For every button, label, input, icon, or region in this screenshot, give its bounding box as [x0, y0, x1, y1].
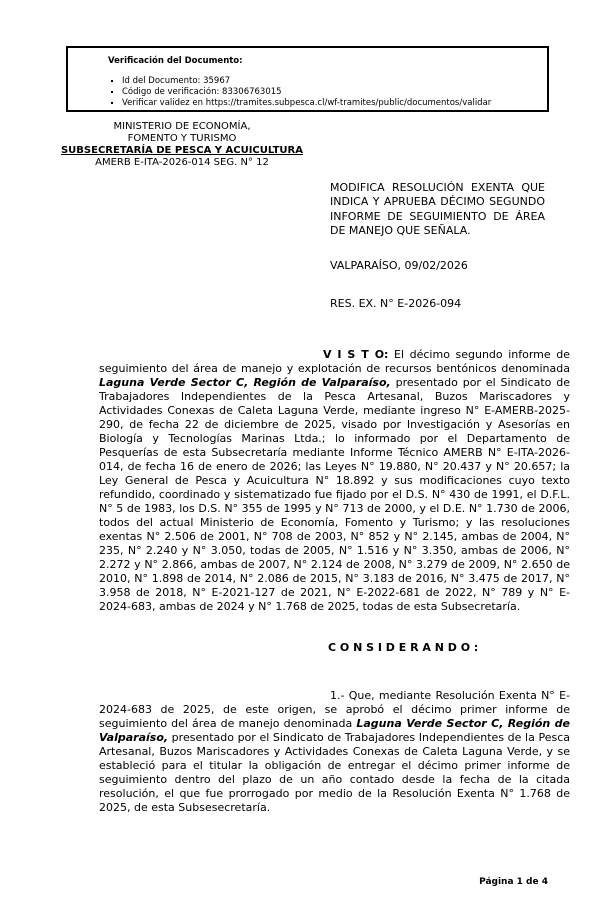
visto-paragraph: [99, 348, 570, 614]
letterhead-subsecretaria: SUBSECRETARÍA DE PESCA Y ACUICULTURA: [60, 145, 303, 156]
verification-item-verification-code: ▪ Código de verificación: 83306763015: [122, 87, 539, 98]
verification-box: [66, 46, 549, 112]
considerando-1-text-after: presentado por el Sindicato de Trabajadores Independientes de la Pesca Artesanal, Buzos Mariscadores y Actividades Conexas de Caleta Laguna Verde, y se estableció para el titular la obligación de entregar el décimo primer informe de seguimiento dentro del plazo de un año contado desde la fecha de la citada resolución, el que fue prorrogado por medio de la Resolución Exenta N° 1.768 de 2025, de esta Subsesecretaría.: [99, 731, 570, 814]
verification-item-document-id: ▪ Id del Documento: 35967: [122, 76, 539, 87]
verification-title: Verificación del Documento:: [108, 56, 243, 66]
considerando-1-area-name-emphasis: Laguna Verde Sector C, Región de Valparaíso,: [99, 717, 570, 744]
verification-list: [108, 76, 539, 109]
page-number: Página 1 de 4: [479, 877, 548, 887]
verification-item-validation-url: ▪ Verificar validez en https://tramites.subpesca.cl/wf-tramites/public/documentos/validar: [122, 98, 539, 109]
visto-text-before: El décimo segundo informe de seguimiento del área de manejo y explotación de recursos bentónicos denominada: [99, 348, 570, 375]
visto-area-name-emphasis: Laguna Verde Sector C, Región de Valparaíso,: [99, 376, 391, 389]
letterhead-ministry-line1: MINISTERIO DE ECONOMÍA,: [113, 121, 251, 132]
place-and-date: VALPARAÍSO, 09/02/2026: [330, 259, 468, 272]
resolution-number: RES. EX. N° E-2026-094: [330, 297, 462, 310]
visto-heading: V I S T O:: [323, 348, 389, 361]
considerando-1-text-before: 1.- Que, mediante Resolución Exenta N° E-2024-683 de 2025, de este origen, se aprobó el décimo primer informe de seguimiento del área de manejo denominada: [99, 689, 570, 730]
considerando-heading: C O N S I D E R A N D O :: [328, 641, 479, 654]
considerando-item-1: [99, 689, 570, 815]
letterhead-amerb-reference: AMERB E-ITA-2026-014 SEG. N° 12: [95, 157, 269, 168]
visto-text-after: presentado por el Sindicato de Trabajadores Independientes de la Pesca Artesanal, Buzos Mariscadores y Actividades Conexas de Caleta Laguna Verde, mediante ingreso N° E-AMERB-2025-290, de fecha 22 de diciembre de 2025, visado por Investigación y Asesorías en Biología y Tecnologías Marinas Ltda.; lo informado por el Departamento de Pesquerías de esta Subsecretaría mediante Informe Técnico AMERB N° E-ITA-2026-014, de fecha 16 de enero de 2026; las Leyes N° 19.880, N° 20.437 y N° 20.657; la Ley General de Pesca y Acuicultura N° 18.892 y sus modificaciones cuyo texto refundido, coordinado y sistematizado fue fijado por el D.S. N° 430 de 1991, el D.F.L. N° 5 de 1983, los D.S. N° 355 de 1995 y N° 713 de 2000, y el D.E. N° 1.730 de 2006, todos del actual Ministerio de Economía, Fomento y Turismo; y las resoluciones exentas N° 2.506 de 2001, N° 708 de 2003, N° 852 y N° 2.145, ambas de 2004, N° 235, N° 2.240 y N° 3.050, todas de 2005, N° 1.516 y N° 3.350, ambas de 2006, N° 2.272 y N° 2.866, ambas de 2007, N° 2.124 de 2008, N° 3.279 de 2009, N° 2.650 de 2010, N° 1.898 de 2014, N° 2.086 de 2015, N° 3.183 de 2016, N° 3.475 de 2017, N° 3.958 de 2018, N° E-2021-127 de 2021, N° E-2022-681 de 2022, N° 789 y N° E-2024-683, ambas de 2024 y N° 1.768 de 2025, todas de esta Subsecretaría.: [99, 376, 570, 613]
letterhead-ministry-line2: FOMENTO Y TURISMO: [127, 133, 237, 144]
resolution-subject: MODIFICA RESOLUCIÓN EXENTA QUE INDICA Y APRUEBA DÉCIMO SEGUNDO INFORME DE SEGUIMIENTO DE ÁREA DE MANEJO QUE SEÑALA.: [330, 181, 545, 237]
letterhead: [28, 121, 336, 169]
